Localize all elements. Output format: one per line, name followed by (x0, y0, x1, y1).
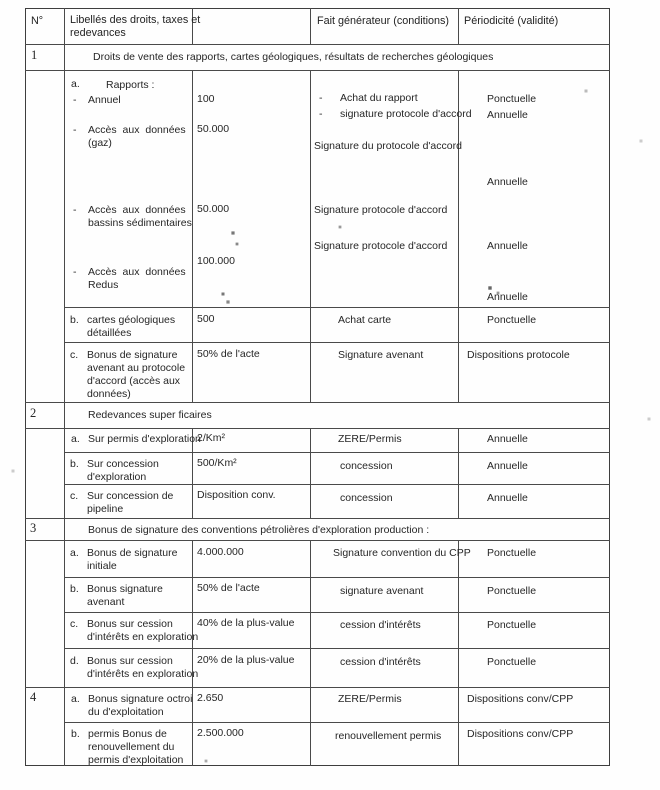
row-divider-sec2-top (25, 402, 610, 403)
row-3b-period: Ponctuelle (487, 585, 537, 597)
row-1c-amount: 50% de l'acte (197, 348, 260, 360)
row-1a-period-1: Ponctuelle (487, 93, 537, 105)
row-1a-item-redus-line1: Accès aux données (88, 266, 186, 278)
row-3a-period: Ponctuelle (487, 547, 537, 559)
section2-number: 2 (30, 406, 37, 420)
row-1a-fait-dash-2: - (319, 108, 323, 120)
scan-noise-specks (0, 0, 2, 2)
column-header-libelles-line2: redevances (70, 27, 126, 39)
row-2a-fait: ZERE/Permis (338, 433, 402, 445)
row-1a-heading: Rapports : (106, 79, 155, 91)
column-header-libelles-line1: Libellés des droits, taxes et (70, 14, 201, 26)
row-1a-item-redus-line2: Redus (88, 279, 119, 291)
row-1a-item-gaz-line2: (gaz) (88, 137, 112, 149)
row-1b-fait: Achat carte (338, 314, 392, 326)
row-3d-label-line1: Bonus sur cession (87, 655, 173, 667)
row-1c-letter: c. (70, 349, 79, 361)
row-4a-amount: 2.650 (197, 692, 224, 704)
row-1c-label-line2: avenant au protocole (87, 362, 186, 374)
row-divider-sec2-title (25, 428, 610, 429)
table-frame (25, 8, 610, 766)
column-divider-libelles-s1 (192, 70, 193, 402)
row-2b-letter: b. (70, 458, 79, 470)
row-1c-label-line1: Bonus de signature (87, 349, 178, 361)
row-divider-sec1-title (25, 70, 610, 71)
row-3b-amount: 50% de l'acte (197, 582, 260, 594)
row-3b-letter: b. (70, 583, 79, 595)
row-2a-amount: 2/Km² (197, 432, 226, 444)
row-divider-1b (64, 342, 610, 343)
row-2c-label-line2: pipeline (87, 503, 124, 515)
row-1b-label-line1: cartes géologiques (87, 314, 176, 326)
column-divider-fait-s3 (458, 540, 459, 766)
row-2b-fait: concession (340, 460, 393, 472)
row-1a-dash-gaz: - (73, 124, 77, 136)
row-2b-label-line1: Sur concession (87, 458, 159, 470)
section1-number: 1 (31, 48, 38, 62)
column-divider-fait-header (458, 8, 459, 44)
section4-number: 4 (30, 690, 37, 704)
row-1a-period-3: Annuelle (487, 176, 528, 188)
row-3a-label-line2: initiale (87, 560, 117, 572)
row-3d-fait: cession d'intérêts (340, 656, 421, 668)
row-1a-period-4: Annuelle (487, 240, 528, 252)
row-divider-sec3-title (25, 540, 610, 541)
section3-title: Bonus de signature des conventions pétrolières d'exploration production : (88, 524, 430, 536)
column-divider-amount-header (310, 8, 311, 44)
row-1a-item-gaz-line1: Accès aux données (88, 124, 186, 136)
row-2c-letter: c. (70, 490, 79, 502)
row-1b-amount: 500 (197, 313, 215, 325)
row-1c-label-line3: d'accord (accès aux (87, 375, 181, 387)
row-4b-label-line3: permis d'exploitation (88, 754, 184, 766)
row-divider-header (25, 44, 610, 45)
column-divider-libelles-s3 (192, 540, 193, 766)
row-1a-amount-1: 100 (197, 93, 215, 105)
row-3a-label-line1: Bonus de signature (87, 547, 178, 559)
row-2a-letter: a. (71, 433, 80, 445)
row-4b-amount: 2.500.000 (197, 727, 244, 739)
row-3b-label-line1: Bonus signature (87, 583, 163, 595)
section3-number: 3 (30, 521, 37, 535)
row-2a-label-line1: Sur permis d'exploration (88, 433, 201, 445)
row-1a-item-bassins-line1: Accès aux données (88, 204, 186, 216)
row-1a-fait-5: Signature protocole d'accord (314, 240, 448, 252)
row-4b-fait: renouvellement permis (335, 730, 442, 742)
row-1a-letter: a. (71, 78, 80, 90)
row-divider-2a (64, 452, 610, 453)
row-3d-label-line2: d'intérêts en exploration (87, 668, 199, 680)
row-1c-label-line4: données) (87, 388, 131, 400)
row-2c-amount: Disposition conv. (197, 489, 276, 501)
row-1b-label-line2: détaillées (87, 327, 132, 339)
row-1a-dash-redus: - (73, 266, 77, 278)
row-4b-label-line2: renouvellement du (88, 741, 175, 753)
row-3a-letter: a. (70, 547, 79, 559)
row-1a-amount-4: 100.000 (197, 255, 235, 267)
row-4b-letter: b. (71, 728, 80, 740)
row-1a-period-5: Annuelle (487, 291, 528, 303)
row-3c-label-line2: d'intérêts en exploration (87, 631, 199, 643)
column-header-periodicite: Périodicité (validité) (464, 15, 559, 27)
row-divider-3b (64, 612, 610, 613)
row-4a-letter: a. (71, 693, 80, 705)
row-1c-period: Dispositions protocole (467, 349, 570, 361)
row-1c-fait: Signature avenant (338, 349, 424, 361)
section1-title: Droits de vente des rapports, cartes géologiques, résultats de recherches géologiques (93, 51, 494, 63)
row-divider-3c (64, 648, 610, 649)
row-4a-fait: ZERE/Permis (338, 693, 402, 705)
row-2b-amount: 500/Km² (197, 457, 237, 469)
row-1a-fait-dash-1: - (319, 92, 323, 104)
row-1a-item-annuel: Annuel (88, 94, 121, 106)
row-2c-period: Annuelle (487, 492, 528, 504)
row-2c-label-line1: Sur concession de (87, 490, 174, 502)
row-4b-label-line1: permis Bonus de (88, 728, 167, 740)
row-1a-dash-bassins: - (73, 204, 77, 216)
section2-title: Redevances super ficaires (88, 409, 212, 421)
column-header-no: N° (31, 15, 44, 27)
row-3b-label-line2: avenant (87, 596, 125, 608)
row-divider-sec4-top (25, 687, 610, 688)
row-1a-amount-2: 50.000 (197, 123, 230, 135)
row-3a-fait: Signature convention du CPP (333, 547, 471, 559)
row-3b-fait: signature avenant (340, 585, 424, 597)
column-divider-amount-s2 (310, 428, 311, 518)
row-divider-sec3-top (25, 518, 610, 519)
row-2a-period: Annuelle (487, 433, 528, 445)
row-divider-1a (64, 307, 610, 308)
row-1a-amount-3: 50.000 (197, 203, 230, 215)
row-3c-letter: c. (70, 618, 79, 630)
row-1a-fait-4: Signature protocole d'accord (314, 204, 448, 216)
row-2b-label-line2: d'exploration (87, 471, 147, 483)
row-4b-period: Dispositions conv/CPP (467, 728, 574, 740)
column-divider-fait-s2 (458, 428, 459, 518)
column-header-fait: Fait générateur (conditions) (317, 15, 450, 27)
row-3d-period: Ponctuelle (487, 656, 537, 668)
row-1a-period-2: Annuelle (487, 109, 528, 121)
column-divider-amount-s3 (310, 540, 311, 766)
row-3c-amount: 40% de la plus-value (197, 617, 295, 629)
row-4a-label-line1: Bonus signature octroi (88, 693, 193, 705)
row-1b-period: Ponctuelle (487, 314, 537, 326)
row-1a-dash-annuel: - (73, 94, 77, 106)
row-3c-label-line1: Bonus sur cession (87, 618, 173, 630)
column-divider-amount-s1 (310, 70, 311, 402)
row-1b-letter: b. (70, 314, 79, 326)
row-4a-label-line2: du d'exploitation (88, 706, 164, 718)
row-divider-3a (64, 577, 610, 578)
row-2c-fait: concession (340, 492, 393, 504)
row-3c-period: Ponctuelle (487, 619, 537, 631)
column-divider-no (64, 8, 65, 766)
row-3d-letter: d. (70, 655, 79, 667)
row-2b-period: Annuelle (487, 460, 528, 472)
row-3d-amount: 20% de la plus-value (197, 654, 295, 666)
row-1a-fait-2: signature protocole d'accord (340, 108, 472, 120)
row-4a-period: Dispositions conv/CPP (467, 693, 574, 705)
row-3a-amount: 4.000.000 (197, 546, 244, 558)
row-divider-2b (64, 484, 610, 485)
row-1a-fait-1: Achat du rapport (340, 92, 418, 104)
row-1a-item-bassins-line2: bassins sédimentaires (88, 217, 192, 229)
row-1a-fait-3: Signature du protocole d'accord (314, 140, 462, 152)
row-3c-fait: cession d'intérêts (340, 619, 421, 631)
row-divider-4a (64, 722, 610, 723)
